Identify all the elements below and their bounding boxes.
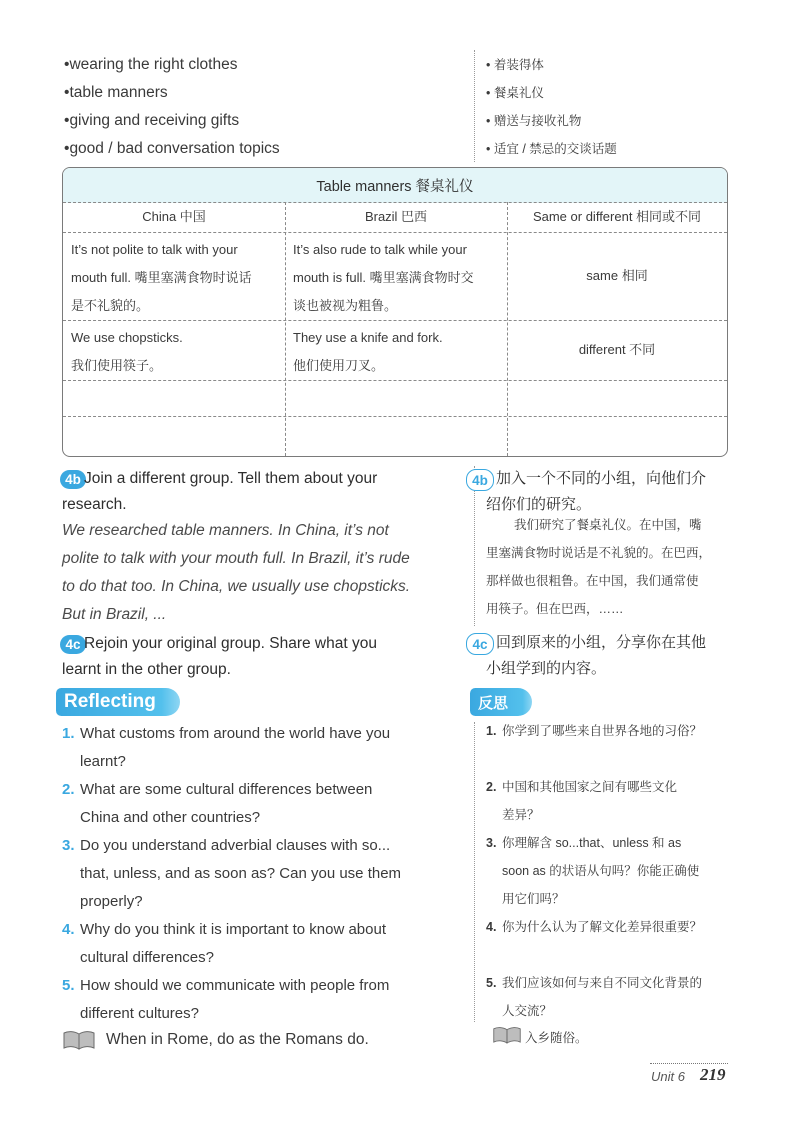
- reflecting-banner-zh: 反思: [470, 688, 532, 716]
- table-cell: [293, 324, 503, 380]
- example-line: to do that too. In China, we usually use chopsticks.: [62, 578, 411, 595]
- bullet-mark: •: [486, 114, 491, 128]
- bullet-item: [64, 56, 237, 74]
- example-line: 那样做也很粗鲁。在中国，我们通常使: [486, 574, 699, 588]
- open-book-icon: [492, 1026, 522, 1044]
- question-line: How should we communicate with people from: [80, 977, 390, 994]
- bullet-text: 着装得体: [493, 58, 544, 72]
- question-number: 3.: [486, 836, 497, 850]
- question-text: [80, 972, 389, 1028]
- example-line: But in Brazil, ...: [62, 606, 167, 623]
- table-cell: different 不同: [578, 342, 656, 357]
- table-cell: [71, 236, 281, 320]
- page-number: 219: [700, 1065, 726, 1084]
- question-number: 4.: [486, 920, 497, 934]
- task-4c-instruction-line1: Rejoin your original group. Share what you: [84, 635, 377, 652]
- question-line: What customs from around the world have you: [80, 725, 391, 742]
- bullet-text: table manners: [69, 84, 168, 101]
- question-line: 你为什么认为了解文化差异很重要？: [502, 920, 703, 934]
- table-manners-table: [62, 167, 728, 457]
- cell-line: It’s not polite to talk with your: [71, 242, 238, 257]
- question-number: 5.: [486, 976, 497, 990]
- question-line: 我们应该如何与来自不同文化背景的: [502, 976, 703, 990]
- open-book-icon: [62, 1030, 96, 1050]
- question-text: [80, 916, 386, 972]
- question-number: 5.: [62, 977, 75, 994]
- bullet-mark: •: [486, 142, 491, 156]
- column-divider: [474, 50, 475, 162]
- task-4c-instruction-line2: learnt in the other group.: [62, 661, 231, 678]
- bullet-mark: •: [486, 86, 491, 100]
- question-line: 差异？: [502, 808, 540, 822]
- question-line: 用它们吗？: [502, 892, 565, 906]
- bullet-text: good / bad conversation topics: [69, 140, 280, 157]
- bullet-text: giving and receiving gifts: [69, 112, 240, 129]
- question-line: Why do you think it is important to know about: [80, 921, 386, 938]
- task-4b-badge-zh: 4b: [466, 469, 494, 491]
- task-4c-badge-zh: 4c: [466, 633, 494, 655]
- question-text: [502, 829, 699, 913]
- cell-line: mouth full. 嘴里塞满食物时说话: [71, 270, 252, 285]
- bullet-text: 适宜 / 禁忌的交谈话题: [493, 142, 617, 156]
- question-number: 1.: [62, 725, 75, 742]
- question-number: 2.: [486, 780, 497, 794]
- question-line: properly?: [80, 893, 143, 910]
- reflecting-banner: Reflecting: [56, 688, 180, 716]
- cell-line: It’s also rude to talk while your: [293, 242, 467, 257]
- cell-line: We use chopsticks.: [71, 330, 183, 345]
- question-line: learnt?: [80, 753, 126, 770]
- task-4b-badge: 4b: [60, 470, 86, 489]
- bullet-mark: •: [486, 58, 491, 72]
- question-text: [80, 832, 401, 916]
- task-4c-zh-line2: 小组学到的内容。: [486, 660, 607, 677]
- cell-line: mouth is full. 嘴里塞满食物时交: [293, 270, 474, 285]
- table-cell: [71, 324, 281, 380]
- row-divider: [63, 416, 727, 417]
- proverb-en: When in Rome, do as the Romans do.: [106, 1031, 369, 1048]
- table-cell: [293, 236, 503, 320]
- question-line: different cultures?: [80, 1005, 199, 1022]
- question-line: 中国和其他国家之间有哪些文化: [502, 780, 678, 794]
- question-text: [80, 776, 372, 832]
- example-line: 里塞满食物时说话是不礼貌的。在巴西，: [486, 546, 712, 560]
- example-line: 用筷子。但在巴西，……: [486, 602, 624, 616]
- bullet-text: 餐桌礼仪: [493, 86, 544, 100]
- proverb-zh: 入乡随俗。: [525, 1031, 588, 1045]
- column-divider: [285, 202, 286, 456]
- column-header: Same or different 相同或不同: [532, 209, 702, 224]
- bullet-mark: •: [64, 84, 70, 101]
- bullet-mark: •: [64, 112, 70, 129]
- cell-line: 他们使用刀叉。: [293, 358, 385, 373]
- question-line: What are some cultural differences between: [80, 781, 373, 798]
- question-line: that, unless, and as soon as? Can you use them: [80, 865, 402, 882]
- task-4c-zh-line1: 回到原来的小组，分享你在其他: [496, 634, 707, 651]
- task-4b-zh-line2: 绍你们的研究。: [486, 496, 592, 513]
- bullet-mark: •: [64, 56, 70, 73]
- footer-unit: Unit 6: [651, 1069, 685, 1084]
- bullet-item: [64, 84, 168, 102]
- bullet-item: [486, 111, 581, 129]
- question-line: soon as 的状语从句吗？你能正确使: [502, 864, 700, 878]
- task-4b-zh-line1: 加入一个不同的小组，向他们介: [496, 470, 707, 487]
- task-4c-badge: 4c: [60, 635, 86, 654]
- question-text: [502, 913, 702, 941]
- footer-rule: [650, 1063, 728, 1064]
- question-number: 2.: [62, 781, 75, 798]
- cell-line: They use a knife and fork.: [293, 330, 443, 345]
- bullet-item: [64, 112, 239, 130]
- question-line: 你理解含 so...that、unless 和 as: [502, 836, 682, 850]
- row-divider: [63, 380, 727, 381]
- question-number: 3.: [62, 837, 75, 854]
- question-line: China and other countries?: [80, 809, 261, 826]
- bullet-mark: •: [64, 140, 70, 157]
- bullet-item: [64, 140, 280, 158]
- question-line: cultural differences?: [80, 949, 214, 966]
- question-text: [502, 969, 702, 1025]
- question-line: Do you understand adverbial clauses with so...: [80, 837, 391, 854]
- question-text: [80, 720, 390, 776]
- bullet-item: [486, 55, 544, 73]
- task-4b-instruction-line1: Join a different group. Tell them about your: [84, 470, 378, 487]
- bullet-item: [486, 139, 617, 157]
- task-4b-instruction-line2: research.: [62, 496, 127, 513]
- column-header: Brazil 巴西: [364, 209, 428, 224]
- cell-line: 是不礼貌的。: [71, 298, 150, 313]
- bullet-text: 赠送与接收礼物: [493, 114, 582, 128]
- table-cell: same 相同: [586, 268, 648, 283]
- question-number: 1.: [486, 724, 497, 738]
- column-header: China 中国: [142, 209, 206, 224]
- question-text: [502, 773, 677, 829]
- example-line: We researched table manners. In China, it’s not: [62, 522, 389, 539]
- cell-line: 谈也被视为粗鲁。: [293, 298, 398, 313]
- question-line: 你学到了哪些来自世界各地的习俗？: [502, 724, 703, 738]
- table-title: Table manners 餐桌礼仪: [63, 168, 727, 203]
- example-line: polite to talk with your mouth full. In Brazil, it’s rude: [62, 550, 410, 567]
- question-line: 人交流？: [502, 1004, 553, 1018]
- question-number: 4.: [62, 921, 75, 938]
- bullet-text: wearing the right clothes: [69, 56, 238, 73]
- bullet-item: [486, 83, 544, 101]
- example-line: 我们研究了餐桌礼仪。在中国，嘴: [514, 518, 702, 532]
- cell-line: 我们使用筷子。: [71, 358, 163, 373]
- column-divider: [474, 722, 475, 1022]
- question-text: [502, 717, 702, 745]
